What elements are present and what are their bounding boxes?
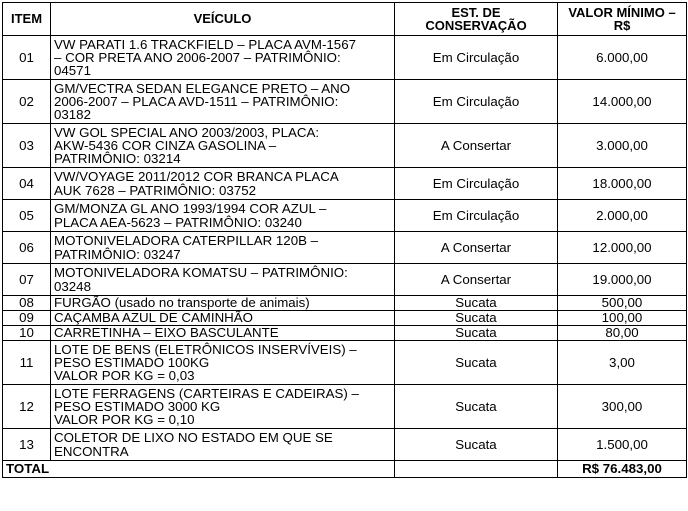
header-row xyxy=(3,3,687,36)
total-label: TOTAL xyxy=(3,461,395,478)
vehicle-description-line: GM/VECTRA SEDAN ELEGANCE PRETO – ANO xyxy=(54,80,351,96)
table-row xyxy=(3,124,687,168)
minimum-value: 2.000,00 xyxy=(558,200,687,232)
vehicle-description-line: MOTONIVELADORA CATERPILLAR 120B – xyxy=(54,233,319,249)
vehicle-description xyxy=(51,80,395,124)
vehicle-description xyxy=(51,200,395,232)
table-row xyxy=(3,168,687,200)
vehicle-description xyxy=(51,168,395,200)
table-row xyxy=(3,36,687,80)
minimum-value: 6.000,00 xyxy=(558,36,687,80)
vehicle-description xyxy=(51,429,395,461)
conservation-state: Sucata xyxy=(395,326,558,341)
conservation-state: Em Circulação xyxy=(395,36,558,80)
table-row xyxy=(3,341,687,385)
vehicle-description-line: VALOR POR KG = 0,10 xyxy=(54,412,195,428)
item-number: 09 xyxy=(3,311,51,326)
vehicle-description-line: CAÇAMBA AZUL DE CAMINHÃO xyxy=(54,310,253,326)
item-number: 12 xyxy=(3,385,51,429)
vehicle-description-line: 2006-2007 – PLACA AVD-1511 – PATRIMÔNIO: xyxy=(54,93,339,109)
header-valor-line1: VALOR MÍNIMO – xyxy=(568,4,676,20)
header-estado xyxy=(395,3,558,36)
vehicle-description xyxy=(51,296,395,311)
vehicle-description-line: VALOR POR KG = 0,03 xyxy=(54,368,195,384)
total-empty-cell xyxy=(395,461,558,478)
vehicle-description xyxy=(51,326,395,341)
table-row xyxy=(3,296,687,311)
total-row xyxy=(3,461,687,478)
vehicle-description-line: CARRETINHA – EIXO BASCULANTE xyxy=(54,325,279,341)
item-number: 06 xyxy=(3,232,51,264)
conservation-state: Sucata xyxy=(395,385,558,429)
vehicle-description-line: MOTONIVELADORA KOMATSU – PATRIMÔNIO: xyxy=(54,265,348,281)
table-row xyxy=(3,232,687,264)
conservation-state: Sucata xyxy=(395,296,558,311)
table-body xyxy=(3,36,687,461)
table-row xyxy=(3,385,687,429)
table-row xyxy=(3,80,687,124)
item-number: 13 xyxy=(3,429,51,461)
vehicle-description-line: 03182 xyxy=(54,107,91,123)
minimum-value: 80,00 xyxy=(558,326,687,341)
vehicle-description xyxy=(51,385,395,429)
minimum-value: 18.000,00 xyxy=(558,168,687,200)
vehicle-description xyxy=(51,341,395,385)
vehicle-description-line: COLETOR DE LIXO NO ESTADO EM QUE SE xyxy=(54,430,333,446)
vehicle-description-line: GM/MONZA GL ANO 1993/1994 COR AZUL – xyxy=(54,201,327,217)
total-value: R$ 76.483,00 xyxy=(558,461,687,478)
conservation-state: Sucata xyxy=(395,429,558,461)
conservation-state: Em Circulação xyxy=(395,200,558,232)
vehicle-description-line: ENCONTRA xyxy=(54,443,129,459)
table-row xyxy=(3,326,687,341)
vehicle-description-line: PESO ESTIMADO 100KG xyxy=(54,354,210,370)
conservation-state: A Consertar xyxy=(395,124,558,168)
vehicle-description xyxy=(51,264,395,296)
header-item: ITEM xyxy=(3,3,51,36)
vehicle-description-line: PESO ESTIMADO 3000 KG xyxy=(54,398,221,414)
conservation-state: Em Circulação xyxy=(395,80,558,124)
vehicle-description-line: AUK 7628 – PATRIMÔNIO: 03752 xyxy=(54,182,257,198)
item-number: 05 xyxy=(3,200,51,232)
table-row xyxy=(3,264,687,296)
vehicle-inventory-table xyxy=(2,2,687,478)
item-number: 04 xyxy=(3,168,51,200)
item-number: 08 xyxy=(3,296,51,311)
conservation-state: Sucata xyxy=(395,341,558,385)
minimum-value: 1.500,00 xyxy=(558,429,687,461)
item-number: 11 xyxy=(3,341,51,385)
vehicle-description-line: PLACA AEA-5623 – PATRIMÔNIO: 03240 xyxy=(54,214,302,230)
minimum-value: 500,00 xyxy=(558,296,687,311)
minimum-value: 14.000,00 xyxy=(558,80,687,124)
vehicle-description-line: 03248 xyxy=(54,278,91,294)
vehicle-description xyxy=(51,36,395,80)
header-valor xyxy=(558,3,687,36)
minimum-value: 12.000,00 xyxy=(558,232,687,264)
item-number: 01 xyxy=(3,36,51,80)
table-row xyxy=(3,311,687,326)
conservation-state: A Consertar xyxy=(395,232,558,264)
vehicle-description-line: PATRIMÔNIO: 03247 xyxy=(54,246,181,262)
minimum-value: 300,00 xyxy=(558,385,687,429)
table-row xyxy=(3,429,687,461)
vehicle-description xyxy=(51,232,395,264)
item-number: 07 xyxy=(3,264,51,296)
conservation-state: A Consertar xyxy=(395,264,558,296)
header-valor-line2: R$ xyxy=(613,18,631,33)
vehicle-description-line: AKW-5436 COR CINZA GASOLINA – xyxy=(54,137,277,153)
header-estado-line2: CONSERVAÇÃO xyxy=(425,18,527,33)
minimum-value: 19.000,00 xyxy=(558,264,687,296)
vehicle-description xyxy=(51,124,395,168)
minimum-value: 3,00 xyxy=(558,341,687,385)
vehicle-description-line: LOTE DE BENS (ELETRÔNICOS INSERVÍVEIS) – xyxy=(54,341,357,357)
vehicle-description-line: PATRIMÔNIO: 03214 xyxy=(54,151,181,167)
vehicle-description-line: VW/VOYAGE 2011/2012 COR BRANCA PLACA xyxy=(54,169,339,185)
vehicle-description-line: – COR PRETA ANO 2006-2007 – PATRIMÔNIO: xyxy=(54,49,341,65)
item-number: 10 xyxy=(3,326,51,341)
table-row xyxy=(3,200,687,232)
vehicle-description-line: LOTE FERRAGENS (CARTEIRAS E CADEIRAS) – xyxy=(54,385,359,401)
vehicle-description-line: FURGÃO (usado no transporte de animais) xyxy=(54,295,310,311)
header-veiculo: VEÍCULO xyxy=(51,3,395,36)
conservation-state: Sucata xyxy=(395,311,558,326)
vehicle-description-line: VW GOL SPECIAL ANO 2003/2003, PLACA: xyxy=(54,124,320,140)
minimum-value: 100,00 xyxy=(558,311,687,326)
vehicle-description-line: VW PARATI 1.6 TRACKFIELD – PLACA AVM-1567 xyxy=(54,36,356,52)
conservation-state: Em Circulação xyxy=(395,168,558,200)
vehicle-description-line: 04571 xyxy=(54,63,91,79)
vehicle-description xyxy=(51,311,395,326)
item-number: 03 xyxy=(3,124,51,168)
header-estado-line1: EST. DE xyxy=(451,4,501,20)
item-number: 02 xyxy=(3,80,51,124)
minimum-value: 3.000,00 xyxy=(558,124,687,168)
